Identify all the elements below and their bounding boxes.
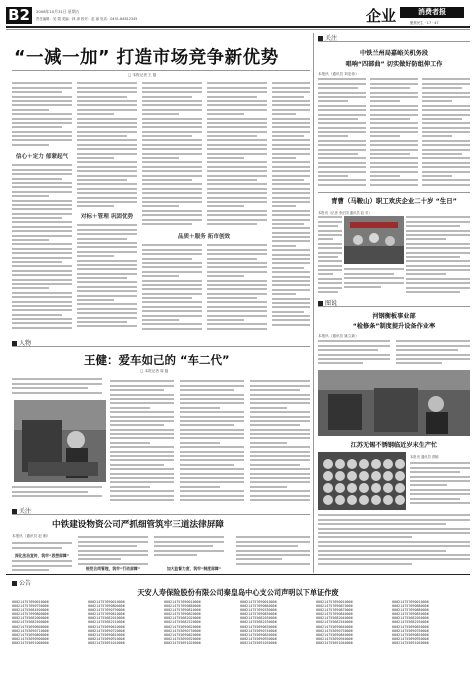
notice-number: 000214757690870006 [316, 604, 353, 609]
story-2-byline: 本报讯（记者 李正国 通讯员 赵 芳） [318, 211, 372, 215]
notice-number: 000214755691020006 [164, 640, 201, 645]
column-divider [313, 33, 314, 573]
notice-column [12, 600, 49, 645]
notice-number: 000214757690010006 [240, 600, 277, 604]
notice-column [164, 600, 201, 645]
date-line: 2008年10月31日 星期五 [36, 9, 80, 14]
notice-number: 000214755690800006 [12, 632, 49, 637]
story-2-col2 [406, 214, 470, 294]
notice-number: 000214755690910006 [88, 636, 125, 641]
notice-number: 000214755690750006 [316, 628, 353, 633]
lead-body-col2b [77, 222, 137, 332]
notice-number: 000214755691050006 [392, 640, 429, 645]
notice-number: 000214757690780006 [240, 608, 277, 613]
section-square-icon [12, 581, 17, 586]
people-body-col0 [12, 376, 102, 398]
story-2-col1 [318, 214, 342, 294]
notice-number: 000214755682020006 [164, 616, 201, 621]
notice-number: 000214757690820006 [164, 612, 201, 617]
lead-body-col4 [207, 80, 267, 228]
story-3-col2 [396, 338, 470, 368]
notice-number: 000214755690840006 [316, 632, 353, 637]
notice-number: 000214755691010006 [88, 640, 125, 645]
notice-number: 000214755690920006 [164, 636, 201, 641]
notice-number: 000214757690840006 [316, 612, 353, 617]
notice-number: 000214755691040006 [316, 640, 353, 645]
notice-number: 000214755682510006 [88, 620, 125, 625]
notice-number: 000214755690850006 [392, 632, 429, 637]
story-2-title: 青曹（马鞍山）职工欢庆企业二十岁 “生日” [331, 197, 457, 205]
notice-number: 000214755690730006 [164, 628, 201, 633]
notice-number: 000214755690810006 [88, 632, 125, 637]
page-number: B2 [6, 7, 32, 24]
notice-number: 000214757690870006 [316, 608, 353, 613]
people-rule [12, 346, 310, 347]
lead-body-col1b [12, 162, 72, 332]
notice-column [88, 600, 125, 645]
story-1-col3 [422, 76, 470, 188]
notice-number: 000214755690650006 [392, 624, 429, 629]
story-3-col1 [318, 338, 390, 368]
notice-column [240, 600, 277, 645]
lead-body-col3 [142, 80, 202, 228]
people-body-col0b [12, 484, 102, 504]
notice-number: 000214757690880006 [392, 604, 429, 609]
lead-subhead-1: 信心＋定力 郁蒙起气 [15, 154, 69, 160]
story-4-col2 [318, 512, 470, 572]
people-body-col2 [180, 378, 244, 504]
focus-bottom-tag-label: 关注 [19, 508, 32, 515]
notice-number: 000214755690820006 [164, 632, 201, 637]
notice-number: 000214755691000006 [12, 640, 49, 645]
people-body-col3 [250, 378, 310, 504]
focus-bottom-byline: 本报讯（通讯员 赵 刚） [12, 534, 51, 538]
notice-number: 000214755690720006 [88, 628, 125, 633]
right-tag-1-label: 关注 [325, 35, 338, 42]
lead-headline: “一减一加” 打造市场竞争新优势 [14, 48, 279, 68]
lead-headline-rule [12, 70, 310, 71]
notice-number: 000214755682530006 [240, 620, 277, 625]
notice-tag [12, 578, 31, 587]
notice-number: 000214757690810006 [88, 612, 125, 617]
notice-number: 000214757690790006 [12, 604, 49, 609]
notice-number: 000214757690010006 [88, 600, 125, 604]
notice-number: 000214757690010006 [12, 600, 49, 604]
section-title: 企业 [366, 7, 397, 25]
story-2-col3 [344, 266, 404, 294]
people-byline: □ 本报记者 周 磊 [140, 369, 169, 373]
people-tag-label: 人物 [19, 340, 32, 347]
notice-number: 000214755690630006 [240, 624, 277, 629]
notice-number: 000214755690930006 [240, 636, 277, 641]
notice-number: 000214755690940006 [316, 636, 353, 641]
story-1-col2 [370, 76, 418, 188]
notice-number: 000214755690710006 [12, 628, 49, 633]
right-tag-2-label: 图说 [325, 300, 338, 307]
notice-number: 000214755691030006 [240, 640, 277, 645]
lead-body-col4b [207, 242, 267, 332]
notice-number: 000214755682500006 [12, 620, 49, 625]
people-body-col1 [110, 378, 174, 504]
lead-body-col1 [12, 80, 72, 150]
notice-number: 000214757690800006 [88, 604, 125, 609]
story-1-title: 中铁兰州局嘉峪关机务段 [359, 50, 429, 57]
focus-bottom-col1 [12, 540, 72, 552]
notice-column [392, 600, 429, 645]
notice-number: 000214755690740006 [240, 628, 277, 633]
story-2-photo [344, 216, 404, 264]
notice-number: 000214757690010006 [392, 600, 429, 604]
notice-number: 000214755690640006 [316, 624, 353, 629]
notice-number: 000214755690830006 [240, 632, 277, 637]
focus-bottom-subhead-3: 加大监督力度，筑牢“制度屏障” [166, 566, 222, 571]
notice-number: 000214757690850006 [392, 612, 429, 617]
notice-number: 000214755682040006 [316, 616, 353, 621]
notice-number: 000214757690880006 [164, 604, 201, 609]
notice-number: 000214755690760006 [392, 628, 429, 633]
notice-number: 000214755690600006 [12, 624, 49, 629]
story-3-title: 河钢衡板事业部 [372, 313, 416, 320]
lead-subhead-2: 对标＋管理 巩固优势 [80, 214, 134, 220]
story-3-subtitle: “检修条”制度提升设备作业率 [352, 323, 436, 330]
notice-number: 000214755682540006 [316, 620, 353, 625]
notice-number: 000214757690800006 [12, 612, 49, 617]
notice-number: 000214755682030006 [240, 616, 277, 621]
people-headline: 王健：爱车如己的 “车二代” [84, 353, 230, 367]
lead-byline: □ 本报记者 王 磊 [128, 73, 157, 77]
story-4-title: 江苏无锡不锈钢临近岁末生产忙 [350, 442, 438, 449]
notice-tag-label: 公告 [19, 580, 32, 587]
editor-line: 责任编辑：吴 娟 美编：林 涛 校对：赵 丽 电话：0451-84812345 [36, 17, 138, 21]
notice-number: 000214757690860006 [240, 604, 277, 609]
notice-column [316, 600, 353, 645]
paper-name: 消费者报 [400, 7, 464, 18]
notice-number: 000214755690900006 [12, 636, 49, 641]
notice-rule [6, 574, 470, 575]
notice-number: 000214755690620006 [164, 624, 201, 629]
focus-bottom-subhead-2: 规范合同管理，筑牢“行动屏障” [85, 566, 141, 571]
story-3-photo [318, 370, 470, 436]
right-rule-1 [318, 41, 470, 42]
notice-number: 000214755682010006 [88, 616, 125, 621]
notice-number: 000214757690830006 [240, 612, 277, 617]
paper-sub: 聚焦民生 · 17 · 47 [410, 21, 439, 25]
story-1-subtitle: 唱响“四部曲” 切实做好防组伸工作 [345, 61, 443, 68]
notice-number: 000214757690880006 [392, 608, 429, 613]
lead-body-col3b [142, 242, 202, 332]
right-rule-2 [318, 192, 470, 193]
notice-number: 000214755690950006 [392, 636, 429, 641]
focus-bottom-col1b [12, 558, 72, 572]
focus-bottom-col3 [154, 534, 224, 564]
notice-number: 000214757690010006 [316, 600, 353, 604]
story-4-col [410, 460, 470, 510]
notice-number: 000214755690610006 [88, 624, 125, 629]
focus-bottom-subhead-1: 深化法治宣传，筑牢“思想屏障” [14, 553, 70, 558]
notice-number-table [12, 600, 468, 680]
notice-number: 000214755684500006 [12, 608, 49, 613]
lead-body-col2 [77, 80, 137, 210]
focus-bottom-rule [12, 514, 310, 515]
notice-number: 000214755682000006 [12, 616, 49, 621]
lead-body-col5 [272, 80, 310, 332]
right-rule-3 [318, 306, 470, 307]
masthead-rule [6, 26, 470, 28]
story-1-byline: 本报讯（通讯员 刘忠伟） [318, 72, 359, 76]
story-1-col1 [318, 76, 366, 188]
notice-number: 000214757690790006 [88, 608, 125, 613]
notice-number: 000214757690810006 [164, 608, 201, 613]
story-3-byline: 本报讯（通讯员 姚立新） [318, 334, 359, 338]
notice-number: 000214755682520006 [164, 620, 201, 625]
notice-number: 000214755682550006 [392, 620, 429, 625]
people-photo [14, 400, 106, 482]
masthead-rule-thin [6, 29, 470, 30]
story-4-byline: 本报讯 通讯员 供稿 [410, 455, 439, 459]
story-4-photo [318, 452, 406, 510]
notice-title: 天安人寿保险股份有限公司秦皇岛中心支公司声明以下单证作废 [137, 588, 339, 597]
notice-number: 000214757690010006 [164, 600, 201, 604]
notice-number: 000214755682050006 [392, 616, 429, 621]
lead-subhead-3: 品质＋服务 拓市创效 [177, 234, 231, 240]
focus-bottom-headline: 中铁建设物资公司严抓细管筑牢三道法律屏障 [52, 520, 224, 530]
focus-bottom-col4 [236, 534, 310, 572]
